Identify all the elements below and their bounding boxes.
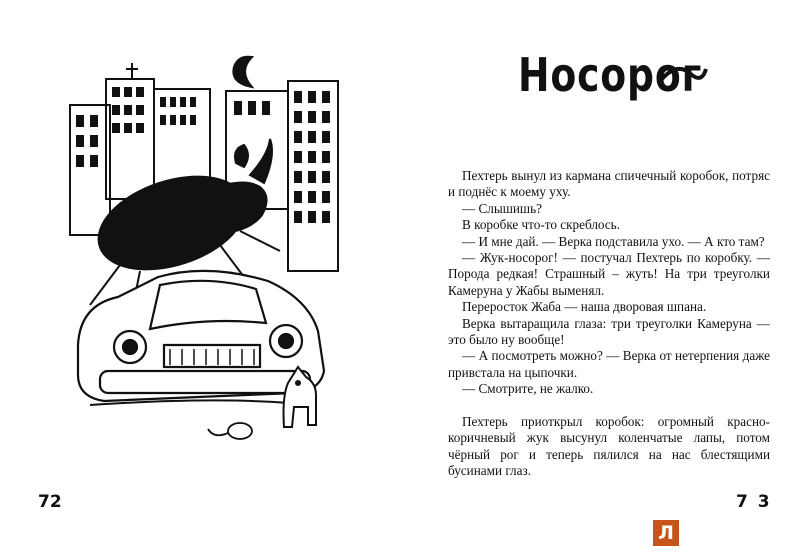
paragraph-10: Пехтерь приоткрыл коробок: огромный красно-коричневый жук высунул коленчатые лапы, потом чёрный рог и теперь пялился на нас блестящими бусинами глаз. [448, 413, 770, 478]
paragraph-1: Пехтерь вынул из кармана спичечный коробок, потряс и поднёс к моему уху. [448, 168, 770, 200]
paragraph-8: — А посмотреть можно? — Верка от нетерпения даже привстала на цыпочки. [448, 348, 770, 380]
paragraph-5: — Жук-носорог! — постучал Пехтерь по коробку. — Порода редкая! Страшный – жуть! На три треуголки Камеруна у Жабы выменял. [448, 250, 770, 298]
page-number-right: 7 3 [736, 492, 772, 512]
paragraph-3: В коробке что-то скреблось. [462, 217, 620, 233]
paragraph-4: — И мне дай. — Верка подставила ухо. — А кто там? [462, 233, 765, 249]
story-text [448, 168, 770, 479]
right-page [400, 0, 800, 552]
paragraph-7: Верка вытаращила глаза: три треуголки Камеруна — это было ну вообще! [448, 315, 770, 348]
page-number-left: 72 [38, 492, 62, 512]
title-flourish [658, 55, 708, 89]
paragraph-6: Переросток Жаба — наша дворовая шпана. [462, 299, 707, 315]
car-beetle-illustration [60, 45, 360, 450]
paragraph-2: — Слышишь? [462, 200, 542, 216]
paragraph-9: — Смотрите, не жалко. [462, 381, 594, 397]
chapter-title: Носорог [518, 48, 703, 102]
publisher-logo: Л [653, 520, 679, 546]
